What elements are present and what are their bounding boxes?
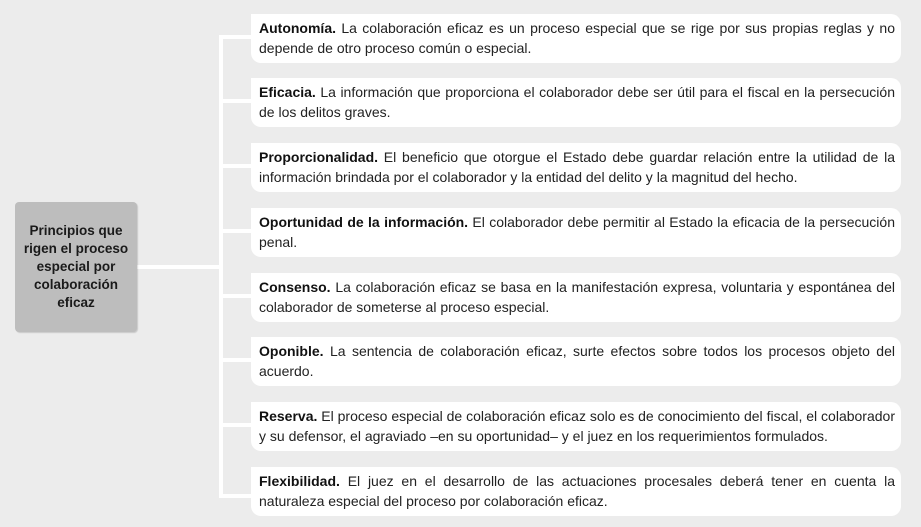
principle-description: La colaboración eficaz es un proceso especial que se rige por sus propias reglas y no depende de otro proceso común o especial. — [259, 20, 895, 56]
principle-description: La sentencia de colaboración eficaz, surte efectos sobre todos los procesos objeto del acuerdo. — [259, 343, 895, 379]
principle-term: Oportunidad de la información. — [259, 214, 469, 230]
principle-item-autonomia — [251, 14, 901, 63]
principle-item-proporcionalidad — [251, 143, 901, 192]
principle-description: El beneficio que otorgue el Estado debe guardar relación entre la utilidad de la información brindada por el colaborador y la entidad del delito y la magnitud del hecho. — [259, 149, 895, 185]
principle-description: La información que proporciona el colaborador debe ser útil para el fiscal en la persecución de los delitos graves. — [259, 84, 895, 120]
branch-connector — [219, 229, 253, 233]
branch-connector — [219, 164, 253, 168]
principle-term: Oponible. — [259, 343, 324, 359]
branch-connector — [219, 423, 253, 427]
principle-description: El juez en el desarrollo de las actuaciones procesales deberá tener en cuenta la naturaleza especial del proceso por colaboración eficaz. — [259, 473, 895, 509]
principle-item-flexibilidad — [251, 467, 901, 516]
root-connector — [137, 265, 221, 269]
branch-connector — [219, 294, 253, 298]
root-label: Principios que rigen el proceso especial por colaboración eficaz — [23, 223, 129, 310]
principle-description: El proceso especial de colaboración eficaz solo es de conocimiento del fiscal, el colaborador y su defensor, el agraviado –en su oportunidad– y el juez en los requerimientos formulados. — [259, 408, 895, 444]
principle-item-oponible — [251, 337, 901, 386]
principle-term: Eficacia. — [259, 84, 316, 100]
branch-connector — [219, 358, 253, 362]
principle-item-consenso — [251, 273, 901, 322]
branch-connector — [219, 35, 253, 39]
root-node — [15, 202, 137, 332]
principle-term: Reserva. — [259, 408, 318, 424]
trunk-line — [219, 35, 223, 498]
principle-description: El colaborador debe permitir al Estado la eficacia de la persecución penal. — [259, 214, 895, 250]
branch-connector — [219, 494, 253, 498]
principle-item-oportunidad — [251, 208, 901, 257]
principle-description: La colaboración eficaz se basa en la manifestación expresa, voluntaria y espontánea del colaborador de someterse al proceso especial. — [259, 279, 895, 315]
principle-term: Proporcionalidad. — [259, 149, 379, 165]
branch-connector — [219, 99, 253, 103]
principle-item-reserva — [251, 402, 901, 451]
principle-item-eficacia — [251, 78, 901, 127]
principle-term: Autonomía. — [259, 20, 336, 36]
principle-term: Consenso. — [259, 279, 331, 295]
principle-term: Flexibilidad. — [259, 473, 340, 489]
